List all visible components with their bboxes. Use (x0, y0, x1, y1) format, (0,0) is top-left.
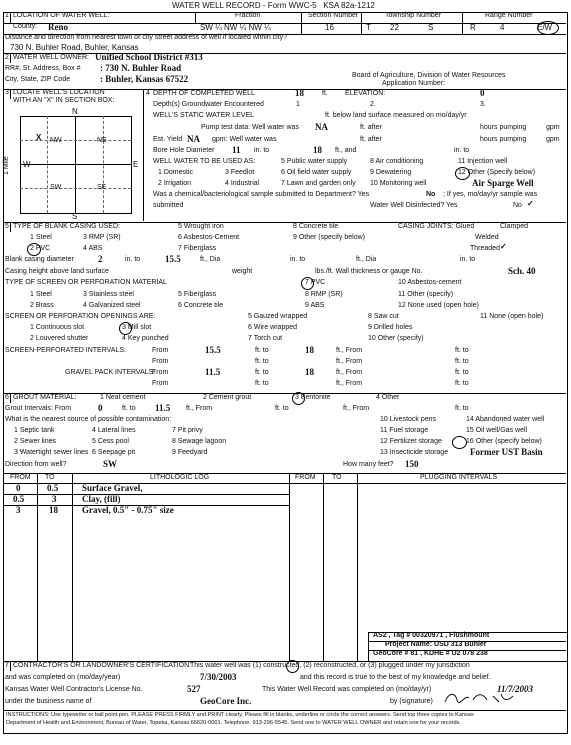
range-r: R (470, 23, 476, 32)
openings-label: SCREEN OR PERFORATION OPENINGS ARE: (5, 313, 156, 320)
submitted-label: submitted (153, 202, 184, 209)
city-value: : Buhler, Kansas 67522 (100, 74, 189, 84)
gw-2: 2. (370, 101, 376, 108)
screen-option: 1 Steel (30, 291, 52, 298)
direction-value: SW (103, 459, 118, 469)
depth-label: DEPTH OF COMPLETED WELL (153, 90, 255, 97)
section-5-number: 5 (5, 223, 9, 230)
weight-label: weight (232, 268, 253, 275)
contam-option: 6 Seepage pit (92, 449, 136, 456)
yield-gpm: gpm: Well water was (212, 136, 277, 143)
certification-label: CONTRACTOR'S OR LANDOWNER'S CERTIFICATION: (13, 662, 192, 669)
gp-from-value: 11.5 (205, 367, 221, 377)
stamp-line-1: AS2 , Tag # 00320971 , Flushmount (373, 632, 490, 639)
other-contam-value: Former UST Basin (470, 447, 543, 457)
yield-hours: hours pumping (480, 136, 527, 143)
plug-header-from: FROM (295, 474, 316, 481)
log-cell: 3 (52, 494, 57, 504)
log-header-litho: LITHOLOGIC LOG (150, 474, 210, 481)
gp-ft-from-2: ft., From (336, 380, 363, 387)
grout-to-label: ft. to (122, 405, 136, 412)
opening-option-selected: 3 Mill slot (122, 324, 152, 331)
county-label: County: (13, 23, 38, 30)
threaded-check-icon: ✓ (500, 242, 507, 251)
mile-label: 1 Mile (3, 156, 10, 175)
blank-casing-label: Blank casing diameter (5, 256, 74, 263)
fraction-label: Fraction (235, 12, 261, 19)
bore-in: in. to (254, 147, 270, 154)
contamination-label: What is the nearest source of possible contamination: (5, 416, 172, 423)
locate-label-2: WITH AN "X" IN SECTION BOX: (13, 97, 115, 104)
city-label: City, State, ZIP Code (5, 76, 71, 83)
gw-1: 1 (296, 101, 300, 108)
casing-option: 5 Wrought iron (178, 223, 224, 230)
pump-value: NA (315, 122, 328, 132)
gp-to-label: ft. to (255, 369, 269, 376)
bore-label: Bore Hole Diameter (153, 147, 215, 154)
opening-option: 11 None (open hole) (480, 313, 544, 320)
plug-header-to: TO (332, 474, 342, 481)
section-number-value: 16 (325, 23, 334, 32)
disinfected-label: Water Well Disinfected? Yes (370, 202, 458, 209)
grout-label: GROUT MATERIAL: (13, 394, 77, 401)
yield-label: Est. Yield (153, 136, 183, 143)
use-option: 6 Oil field water supply (281, 169, 352, 176)
screen-intervals-label: SCREEN-PERFORATED INTERVALS: (5, 347, 126, 354)
instructions-line-2: Department of Health and Environment, Bureau of Water, Topeka, Kansas 66620-0001. Telephone: 913-296-5545. Send one to WATER WELL OWNER and retain one for your records. (6, 720, 461, 726)
threaded-label: Threaded (470, 245, 500, 252)
opening-option: 2 Louvered shutter (30, 335, 89, 342)
range-label: Range Number (485, 12, 533, 19)
contam-option: 9 Feedyard (172, 449, 208, 456)
opening-option: 4 Key punched (122, 335, 169, 342)
grout-from-value: 0 (98, 403, 103, 413)
signature-label: by (signature) (390, 698, 433, 705)
casing-height-label: Casing height above land surface (5, 268, 109, 275)
grout-option: 4 Other (376, 394, 400, 401)
log-cell: 0.5 (47, 483, 59, 493)
static-label: WELL'S STATIC WATER LEVEL (153, 112, 255, 119)
welded-label: Welded (475, 234, 499, 241)
blank-in-to-2: in. to (290, 256, 306, 263)
disinfected-check-icon: ✓ (527, 199, 534, 208)
log-cell: 3 (16, 505, 21, 515)
static-tail: ft. below land surface measured on mo/day/yr (325, 112, 467, 119)
log-header-from: FROM (10, 474, 31, 481)
screen-option: 12 None used (open hole) (398, 302, 479, 309)
gp-to-label-4: ft. to (455, 380, 469, 387)
bore-to-value: 18 (313, 145, 322, 155)
elevation-label: ELEVATION: (345, 90, 386, 97)
opening-option: 5 Gauzed wrapped (248, 313, 308, 320)
blank-ftdia-2: ft., Dia (356, 256, 377, 263)
bore-in-2: in. to (454, 147, 470, 154)
mill-slot-circle (119, 322, 132, 335)
elevation-value: 0 (480, 88, 485, 98)
chem-tail: ; If yes, mo/day/yr sample was (443, 191, 538, 198)
locate-label: LOCATE WELL'S LOCATION (13, 89, 105, 96)
range-value: 4 (500, 23, 505, 32)
sp-from-label-2: From (152, 358, 169, 365)
gw-3: 3. (480, 101, 486, 108)
use-option: 5 Public water supply (281, 158, 348, 165)
clamped-label: Clamped (500, 223, 529, 230)
direction-label: Direction from well? (5, 461, 67, 468)
township-value: 22 (390, 23, 399, 32)
gp-from-label-2: From (152, 380, 169, 387)
casing-option: 9 Other (specify below) (293, 234, 365, 241)
contam-option: 3 Watertight sewer lines (14, 449, 89, 456)
use-option: 7 Lawn and garden only (281, 180, 356, 187)
casing-joints-label: CASING JOINTS: Glued (398, 223, 475, 230)
location-x-mark: X (36, 133, 42, 142)
sp-ft-from: ft., From (336, 347, 363, 354)
contam-option: 11 Fuel storage (380, 427, 429, 434)
plug-header: PLUGGING INTERVALS (420, 474, 498, 481)
contam-option: 8 Sewage lagoon (172, 438, 227, 445)
sp-to-label-4: ft. to (455, 358, 469, 365)
pump-label: Pump test data: Well water was (201, 124, 299, 131)
contam-option: 5 Cess pool (92, 438, 129, 445)
certification-line-1: This water well was (1) constructed, (2) reconstructed, or (3) plugged under my jurisdiction (190, 662, 470, 669)
chem-no: No (426, 191, 436, 198)
contam-option: 12 Fertilizer storage (380, 438, 442, 445)
log-cell: Clay, (fill) (82, 494, 121, 504)
gp-to-label-2: ft. to (455, 369, 469, 376)
record-completed-label: This Water Well Record was completed on (mo/day/yr) (262, 686, 432, 693)
county-value: Reno (48, 22, 68, 32)
depth-value: 18 (295, 88, 304, 98)
completed-label: and was completed on (mo/day/year) (5, 674, 121, 681)
casing-option-selected: 2 PVC (30, 245, 51, 252)
section-4-number: 4 (146, 90, 150, 97)
use-option: 9 Dewatering (370, 169, 412, 176)
grout-to-label-3: ft. to (455, 405, 469, 412)
use-option: 10 Monitoring well (370, 180, 427, 187)
section-number-label: Section Number (308, 12, 359, 19)
contam-option: 2 Sewer lines (14, 438, 57, 445)
grout-ft-from: ft., From (186, 405, 213, 412)
use-option: 2 Irrigation (158, 180, 192, 187)
rr-value: : 730 N. Buhler Road (100, 63, 182, 73)
grout-option: 1 Neat cement (100, 394, 146, 401)
screen-option: 11 Other (specify) (398, 291, 454, 298)
sp-to-label-2: ft. to (455, 347, 469, 354)
sp-ft-from-2: ft., From (336, 358, 363, 365)
screen-option: 10 Asbestos-cement (398, 279, 462, 286)
screen-option: 9 ABS (305, 302, 325, 309)
bore-value: 11 (232, 145, 241, 155)
bore-and: ft., and (335, 147, 357, 154)
yield-after: ft. after (360, 136, 382, 143)
range-ew: E/W (537, 23, 553, 32)
gp-ft-from: ft., From (336, 369, 363, 376)
form-title: WATER WELL RECORD - Form WWC-5 KSA 82a-1212 (172, 1, 375, 10)
owner-value: Unified School District #313 (95, 52, 203, 62)
use-12-circle (455, 167, 470, 180)
township-label: Township Number (385, 12, 442, 19)
use-option: 11 Injection well (458, 158, 508, 165)
board-text: Board of Agriculture, Division of Water Resources (352, 72, 506, 79)
opening-option: 7 Torch cut (248, 335, 283, 342)
owner-label: WATER WELL OWNER: (13, 54, 89, 61)
instructions-line-1: INSTRUCTIONS: Use typewriter or ball point pen. PLEASE PRESS FIRMLY and PRINT clearly. Please fill in blanks, underline or circle the correct answers. Send top three copies to Kansas (6, 712, 474, 718)
south-label: S (72, 212, 78, 221)
township-t: T (366, 23, 371, 32)
sp-to-value: 18 (305, 345, 314, 355)
log-header-to: TO (45, 474, 55, 481)
record-completed-date: 11/7/2003 (497, 684, 534, 694)
section-7-number: 7 (5, 662, 9, 669)
opening-option: 10 Other (specify) (368, 335, 424, 342)
rr-label: RR#, St. Address, Box # (5, 65, 81, 72)
west-label: W (23, 160, 31, 169)
use-option: 1 Domestic (158, 169, 194, 176)
range-ew-circle (537, 21, 559, 35)
screen-option: 5 Fiberglass (178, 291, 217, 298)
license-value: 527 (187, 684, 201, 694)
grout-to-label-2: ft. to (275, 405, 289, 412)
screen-option: 4 Galvanized steel (83, 302, 141, 309)
section-1-number: 1 (5, 12, 9, 19)
gp-to-value: 18 (305, 367, 314, 377)
wall-thickness-value: Sch. 40 (508, 266, 536, 276)
blank-in-to-3: in. to (460, 256, 476, 263)
screen-option: 6 Concrete tile (178, 302, 224, 309)
log-cell: 18 (49, 505, 58, 515)
yield-gpm-2: gpm (546, 136, 560, 143)
use-option: 4 Industrial (225, 180, 260, 187)
distance-label: Distance and direction from nearest town or city street address of well if located within city? (5, 34, 288, 41)
nw-label: NW (50, 137, 62, 144)
gravel-pack-label: GRAVEL PACK INTERVALS: (65, 369, 156, 376)
casing-label: TYPE OF BLANK CASING USED: (13, 223, 120, 230)
log-cell: 0.5 (13, 494, 25, 504)
opening-option: 1 Continuous slot (30, 324, 85, 331)
use-label: WELL WATER TO BE USED AS: (153, 158, 256, 165)
stamp-line-3: GeoCore # 81 , KDHE # U2 078 238 (373, 650, 488, 657)
stamp-line-2: Project Name: USD 313 Buhler (385, 641, 487, 648)
sp-to-label: ft. to (255, 347, 269, 354)
casing-pvc-circle (27, 243, 41, 256)
se-label: SE (97, 184, 107, 191)
blank-dia-value: 2 (98, 254, 103, 264)
casing-option: 8 Concrete tile (293, 223, 339, 230)
ne-label: NE (97, 137, 107, 144)
constructed-circle (286, 660, 299, 673)
contam-option: 4 Lateral lines (92, 427, 136, 434)
log-cell: Surface Gravel, (82, 483, 143, 493)
casing-option: 7 Fiberglass (178, 245, 217, 252)
use-option-selected: 12 Other (Specify below) (458, 169, 536, 176)
grout-intervals-label: Grout Intervals: From (5, 405, 72, 412)
pump-hours: hours pumping (480, 124, 527, 131)
casing-option: 1 Steel (30, 234, 52, 241)
application-label: Application Number: (382, 80, 446, 87)
grout-ft-from-2: ft., From (343, 405, 370, 412)
contam-option-selected: 16 Other (specify below) (466, 438, 542, 445)
township-s: S (428, 23, 434, 32)
opening-option: 9 Drilled holes (368, 324, 413, 331)
screen-option: 2 Brass (30, 302, 54, 309)
opening-option: 6 Wire wrapped (248, 324, 298, 331)
contam-option: 15 Oil well/Gas well (466, 427, 528, 434)
feet-label: How many feet? (343, 461, 394, 468)
yield-value: NA (187, 134, 200, 144)
north-label: N (72, 107, 78, 116)
gp-from-label: From (152, 369, 169, 376)
pump-after: ft. after (360, 124, 382, 131)
groundwater-label: Depth(s) Groundwater Encountered (153, 101, 264, 108)
feet-value: 150 (405, 459, 419, 469)
use-option: 8 Air conditioning (370, 158, 424, 165)
pump-gpm: gpm (546, 124, 560, 131)
screen-option: 8 RMP (SR) (305, 291, 343, 298)
log-cell: Gravel, 0.5" - 0.75" size (82, 505, 174, 515)
section-3-number: 3 (5, 89, 9, 96)
blank-in-to: in. to (125, 256, 141, 263)
sp-from-label: From (152, 347, 169, 354)
business-value: GeoCore Inc. (200, 696, 252, 706)
blank-to-value: 15.5 (165, 254, 181, 264)
blank-ftdia: ft., Dia (200, 256, 221, 263)
section-1-label: LOCATION OF WATER WELL: (13, 12, 110, 19)
opening-option: 8 Saw cut (368, 313, 399, 320)
grout-to-value: 11.5 (155, 403, 171, 413)
casing-option: 6 Asbestos-Cement (178, 234, 240, 241)
other-use-value: Air Sparge Well (472, 178, 534, 188)
screen-option-selected: 7 PVC (305, 279, 326, 286)
section-6-number: 6 (5, 394, 9, 401)
chem-question: Was a chemical/bacteriological sample submitted to Department? Yes (153, 191, 370, 198)
license-label: Kansas Water Well Contractor's License No. (5, 686, 143, 693)
log-cell: 0 (16, 483, 21, 493)
wall-thickness-label: lbs./ft. Wall thickness or gauge No. (315, 268, 423, 275)
depth-ft: ft. (322, 90, 328, 97)
grout-option-selected: 3 Bentonite (295, 394, 331, 401)
signature-mark (443, 690, 523, 706)
contam-option: 1 Septic tank (14, 427, 55, 434)
gp-to-label-3: ft. to (255, 380, 269, 387)
fraction-value: SW ¼ NW ¼ NW ¼ (200, 23, 271, 32)
certification-line-2: and this record is true to the best of my knowledge and belief. (300, 674, 491, 681)
grout-option: 2 Cement grout (203, 394, 252, 401)
screen-material-label: TYPE OF SCREEN OR PERFORATION MATERIAL (5, 279, 167, 286)
section-2-number: 2 (5, 54, 9, 61)
completed-date: 7/30/2003 (200, 672, 237, 682)
contam-option: 14 Abandoned water well (466, 416, 545, 423)
sp-to-label-3: ft. to (255, 358, 269, 365)
east-label: E (133, 160, 139, 169)
business-label: under the business name of (5, 698, 92, 705)
casing-option: 4 ABS (83, 245, 103, 252)
screen-pvc-circle (301, 277, 314, 290)
disinfected-no: No (513, 202, 522, 209)
contam-option: 10 Livestock pens (380, 416, 437, 423)
sw-label: SW (50, 184, 62, 191)
contam-option: 7 Pit privy (172, 427, 203, 434)
screen-option: 3 Stainless steel (83, 291, 134, 298)
contam-option: 13 Insecticide storage (380, 449, 449, 456)
use-option: 3 Feedlot (225, 169, 255, 176)
well-address: 730 N. Buhler Road, Buhler, Kansas (10, 43, 139, 52)
contam-16-circle (452, 436, 467, 449)
casing-option: 3 RMP (SR) (83, 234, 121, 241)
bentonite-circle (292, 392, 305, 405)
sp-from-value: 15.5 (205, 345, 221, 355)
